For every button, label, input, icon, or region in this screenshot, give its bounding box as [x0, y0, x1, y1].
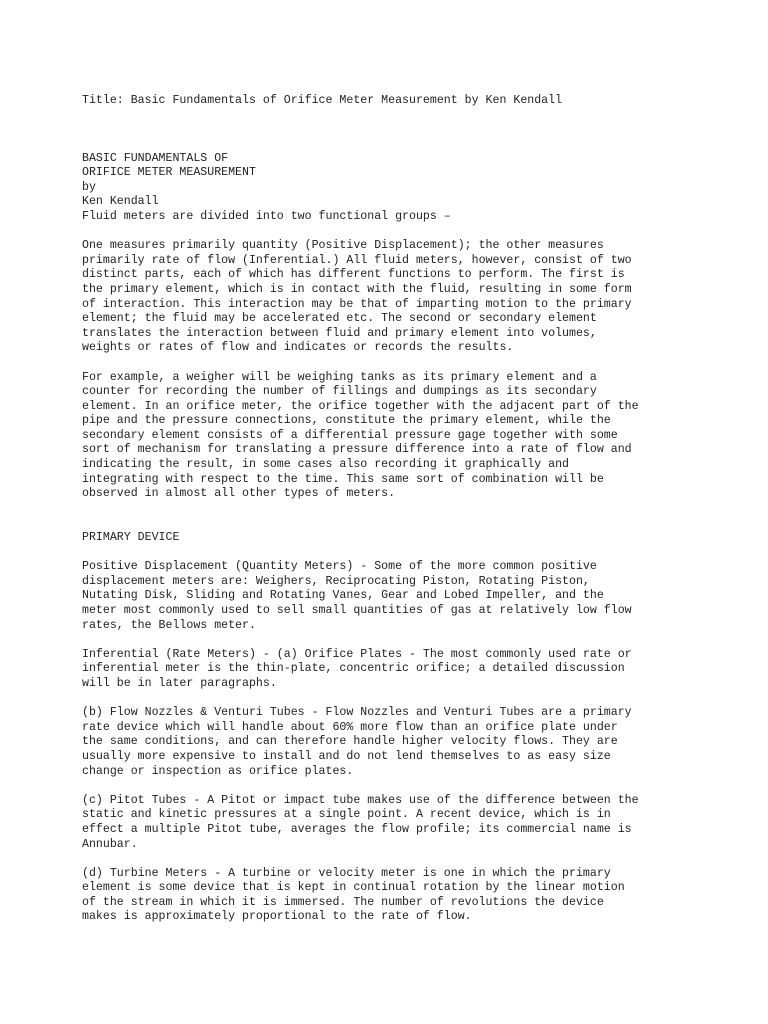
paragraph-line: Inferential (Rate Meters) - (a) Orifice Plates - The most commonly used rate or: [82, 647, 632, 661]
paragraph-line: indicating the result, in some cases also recording it graphically and: [82, 458, 570, 472]
paragraph-line: Annubar.: [82, 837, 138, 851]
paragraph-line: element. In an orifice meter, the orifice together with the adjacent part of the: [82, 399, 639, 413]
paragraph-line: of interaction. This interaction may be that of imparting motion to the primary: [82, 297, 632, 311]
paragraph-line: observed in almost all other types of meters.: [82, 487, 396, 501]
paragraph-example: [82, 371, 722, 502]
paragraph-line: will be in later paragraphs.: [82, 676, 277, 690]
paragraph-pitot-tubes: [82, 794, 722, 852]
section-heading: PRIMARY DEVICE: [82, 531, 180, 545]
paragraph-line: usually more expensive to install and do not lend themselves to as easy size: [82, 749, 611, 763]
paragraph-line: integrating with respect to the time. This same sort of combination will be: [82, 472, 604, 486]
heading-line: Ken Kendall: [82, 195, 159, 209]
paragraph-line: weights or rates of flow and indicates or records the results.: [82, 341, 514, 355]
paragraph-line: For example, a weigher will be weighing tanks as its primary element and a: [82, 370, 597, 384]
paragraph-line: rates, the Bellows meter.: [82, 618, 256, 632]
paragraph-turbine-meters: [82, 867, 722, 925]
paragraph-line: counter for recording the number of fillings and dumpings as its secondary: [82, 385, 597, 399]
paragraph-line: distinct parts, each of which has different functions to perform. The first is: [82, 268, 625, 282]
paragraph-line: of the stream in which it is immersed. The number of revolutions the device: [82, 895, 604, 909]
paragraph-line: rate device which will handle about 60% more flow than an orifice plate under: [82, 720, 618, 734]
paragraph-line: element; the fluid may be accelerated etc. The second or secondary element: [82, 312, 597, 326]
paragraph-line: meter most commonly used to sell small quantities of gas at relatively low flow: [82, 604, 632, 617]
heading-block: [82, 152, 722, 225]
document-body: [82, 94, 722, 925]
paragraph-line: the same conditions, and can therefore handle higher velocity flows. They are: [82, 735, 618, 749]
paragraph-line: primarily rate of flow (Inferential.) All fluid meters, however, consist of two: [82, 253, 632, 267]
paragraph-line: One measures primarily quantity (Positive Displacement); the other measures: [82, 239, 604, 253]
paragraph-line: displacement meters are: Weighers, Reciprocating Piston, Rotating Piston,: [82, 574, 590, 588]
document-title-line: Title: Basic Fundamentals of Orifice Meter Measurement by Ken Kendall: [82, 94, 563, 107]
paragraph-line: element is some device that is kept in continual rotation by the linear motion: [82, 881, 625, 895]
paragraph-line: pipe and the pressure connections, constitute the primary element, while the: [82, 414, 611, 428]
paragraph-positive-displacement: [82, 560, 722, 633]
paragraph-line: (c) Pitot Tubes - A Pitot or impact tube makes use of the difference between the: [82, 793, 639, 807]
paragraph-line: secondary element consists of a differential pressure gage together with some: [82, 428, 618, 442]
paragraph-line: static and kinetic pressures at a single point. A recent device, which is in: [82, 808, 611, 822]
paragraph-flow-nozzles: [82, 706, 722, 779]
paragraph-line: (d) Turbine Meters - A turbine or velocity meter is one in which the primary: [82, 866, 611, 880]
paragraph-line: Nutating Disk, Sliding and Rotating Vanes, Gear and Lobed Impeller, and the: [82, 589, 604, 603]
heading-line: BASIC FUNDAMENTALS OF: [82, 151, 229, 165]
paragraph-line: effect a multiple Pitot tube, averages the flow profile; its commercial name is: [82, 822, 632, 836]
paragraph-line: Positive Displacement (Quantity Meters) - Some of the more common positive: [82, 560, 597, 574]
paragraph-line: translates the interaction between fluid and primary element into volumes,: [82, 326, 597, 340]
paragraph-fluid-meters: [82, 239, 722, 356]
paragraph-line: the primary element, which is in contact with the fluid, resulting in some form: [82, 282, 632, 296]
paragraph-line: makes is approximately proportional to the rate of flow.: [82, 910, 472, 924]
paragraph-line: sort of mechanism for translating a pressure difference into a rate of flow and: [82, 443, 632, 457]
heading-line: by: [82, 180, 96, 194]
paragraph-line: inferential meter is the thin-plate, concentric orifice; a detailed discussion: [82, 662, 625, 676]
heading-line: ORIFICE METER MEASUREMENT: [82, 166, 256, 180]
paragraph-line: (b) Flow Nozzles & Venturi Tubes - Flow Nozzles and Venturi Tubes are a primary: [82, 706, 632, 720]
paragraph-line: change or inspection as orifice plates.: [82, 764, 354, 778]
paragraph-orifice-plates: [82, 648, 722, 692]
intro-line: Fluid meters are divided into two functional groups –: [82, 209, 451, 223]
